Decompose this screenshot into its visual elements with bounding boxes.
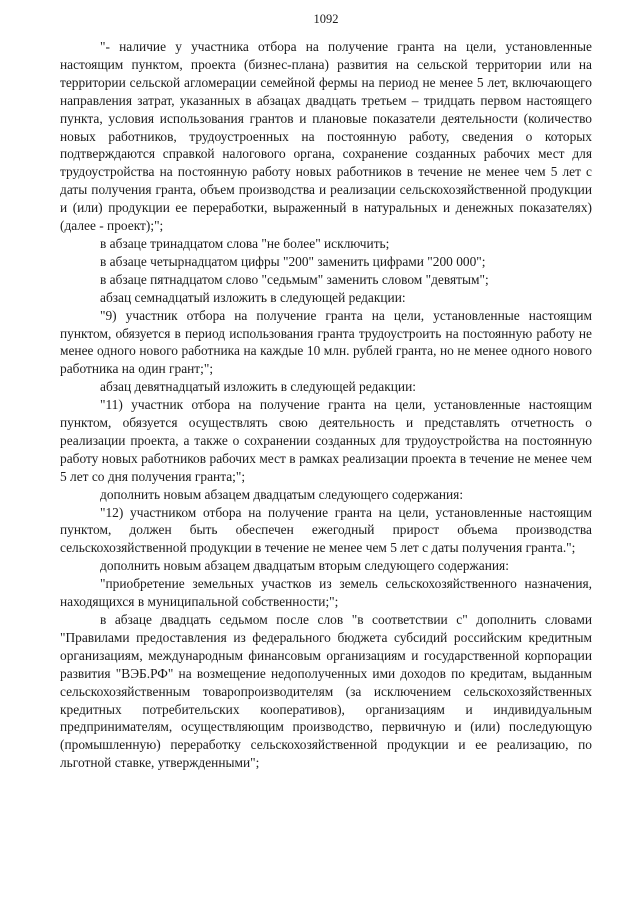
paragraph: "приобретение земельных участков из земель сельскохозяйственного назначения, находящихся в муниципальной собственности;"; — [60, 576, 592, 610]
paragraph: абзац девятнадцатый изложить в следующей редакции: — [100, 379, 416, 395]
paragraph: в абзаце пятнадцатом слово "седьмым" заменить словом "девятым"; — [100, 271, 489, 287]
document-body — [60, 38, 592, 772]
paragraph: дополнить новым абзацем двадцатым вторым следующего содержания: — [100, 558, 509, 574]
paragraph: в абзаце четырнадцатом цифры "200" заменить цифрами "200 000"; — [100, 253, 486, 269]
paragraph: "- наличие у участника отбора на получение гранта на цели, установленные настоящим пунктом, проекта (бизнес-плана) развития на сельской территории или на территории сельской агломерации семейной фермы на период не менее 5 лет, включающего направления затрат, указанных в абзацах двадцать третьем – тридцать первом настоящего пункта, условия использования грантов и плановые показатели деятельности (количество новых работников, трудоустроенных на постоянную работу, сведения о которых подтверждаются справкой налогового органа, сохранение созданных рабочих мест для трудоустройства на постоянную работу новых работников в течение не менее чем 5 лет с даты получения гранта, объем производства и реализации сельскохозяйственной продукции и (или) продукции ее переработки, выраженный в натуральных и денежных показателях) (далее - проект);"; — [60, 39, 592, 234]
paragraph: "11) участник отбора на получение гранта на цели, установленные настоящим пунктом, обязуется осуществлять свою деятельность и представлять отчетность о реализации проекта, а также о сохранении созданных для трудоустройства на постоянную работу новых работников рабочих мест в рамках реализации проекта в течение не менее чем 5 лет со дня получения гранта;"; — [60, 397, 592, 484]
page-number: 1092 — [313, 12, 339, 26]
paragraph: "12) участником отбора на получение гранта на цели, установленные настоящим пунктом, должен быть обеспечен ежегодный прирост объема производства сельскохозяйственной продукции в течение не менее чем 5 лет с даты получения гранта."; — [60, 504, 592, 556]
paragraph: в абзаце тринадцатом слова "не более" исключить; — [100, 235, 390, 251]
paragraph: дополнить новым абзацем двадцатым следующего содержания: — [100, 486, 464, 502]
paragraph: в абзаце двадцать седьмом после слов "в соответствии с" дополнить словами "Правилами предоставления из федерального бюджета субсидий российским кредитным организациям, международным финансовым организациям и государственной корпорации развития "ВЭБ.РФ" на возмещение недополученных ими доходов по кредитам, выданным сельскохозяйственным товаропроизводителям (за исключением сельскохозяйственных кредитных потребительских кооперативов), организациям и индивидуальным предпринимателям, осуществляющим производство, первичную и (или) последующую (промышленную) переработку сельскохозяйственной продукции и ее реализацию, по льготной ставке, утвержденными"; — [60, 612, 592, 771]
paragraph: абзац семнадцатый изложить в следующей редакции: — [100, 289, 406, 305]
paragraph: "9) участник отбора на получение гранта на цели, установленные настоящим пунктом, обязуется в период использования гранта трудоустроить на постоянную работу не менее одного нового работника на каждые 10 млн. рублей гранта, но не менее одного нового работника на один грант;"; — [60, 307, 592, 377]
